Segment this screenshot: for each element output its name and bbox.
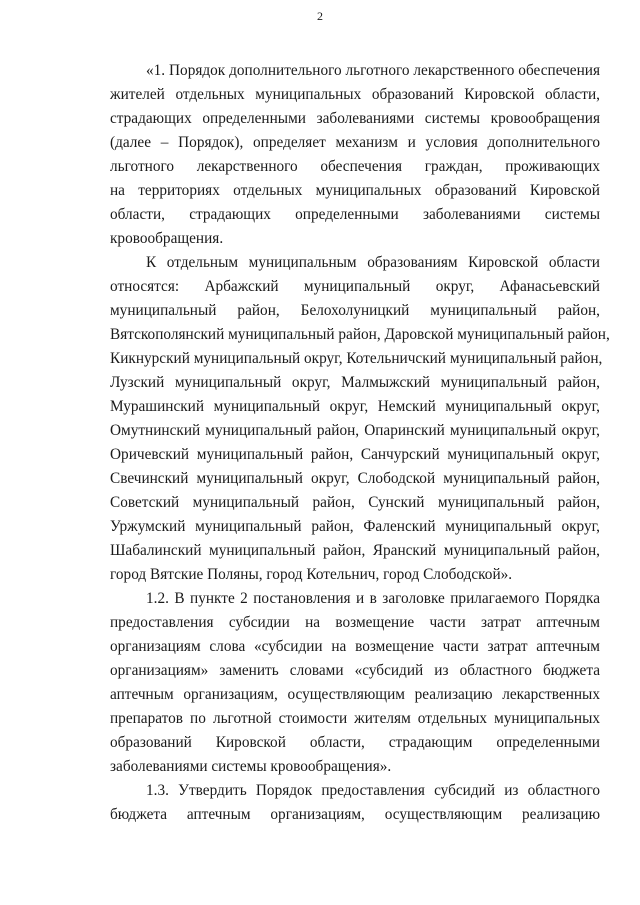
text-line: относятся: Арбажский муниципальный округ, Афанасьевский bbox=[110, 278, 600, 295]
text-line: К отдельным муниципальным образованиям Кировской области bbox=[146, 254, 600, 271]
text-line: кровообращения. bbox=[110, 230, 224, 247]
text-line: Свечинский муниципальный округ, Слободской муниципальный район, bbox=[110, 470, 600, 487]
text-line: Шабалинский муниципальный район, Яранский муниципальный район, bbox=[110, 542, 600, 559]
text-line: Мурашинский муниципальный округ, Немский муниципальный округ, bbox=[110, 398, 600, 415]
text-line: страдающих определенными заболеваниями системы кровообращения bbox=[110, 110, 600, 127]
text-line: Вятскополянский муниципальный район, Даровской муниципальный район, bbox=[110, 326, 610, 343]
text-line: предоставления субсидии на возмещение части затрат аптечным bbox=[110, 614, 600, 631]
text-line: льготного лекарственного обеспечения граждан, проживающих bbox=[110, 158, 600, 175]
text-line: Оричевский муниципальный район, Санчурский муниципальный округ, bbox=[110, 446, 600, 463]
text-line: 1.2. В пункте 2 постановления и в заголовке прилагаемого Порядка bbox=[146, 590, 600, 607]
text-line: город Вятские Поляны, город Котельнич, город Слободской». bbox=[110, 566, 513, 583]
text-line: «1. Порядок дополнительного льготного лекарственного обеспечения bbox=[146, 62, 600, 79]
text-line: (далее – Порядок), определяет механизм и условия дополнительного bbox=[110, 134, 600, 151]
text-line: аптечным организациям, осуществляющим реализацию лекарственных bbox=[110, 686, 600, 703]
text-line: заболеваниями системы кровообращения». bbox=[110, 758, 392, 775]
text-line: 1.3. Утвердить Порядок предоставления субсидий из областного bbox=[146, 782, 600, 799]
text-line: области, страдающих определенными заболеваниями системы bbox=[110, 206, 600, 223]
text-line: Советский муниципальный район, Сунский муниципальный район, bbox=[110, 494, 600, 511]
text-line: организациям» заменить словами «субсидий из областного бюджета bbox=[110, 662, 600, 679]
text-line: образований Кировской области, страдающим определенными bbox=[110, 734, 600, 751]
text-line: на территориях отдельных муниципальных образований Кировской bbox=[110, 182, 600, 199]
text-line: муниципальный район, Белохолуницкий муниципальный район, bbox=[110, 302, 600, 319]
text-line: препаратов по льготной стоимости жителям отдельных муниципальных bbox=[110, 710, 600, 727]
text-line: жителей отдельных муниципальных образований Кировской области, bbox=[110, 86, 600, 103]
text-line: организациям слова «субсидии на возмещение части затрат аптечным bbox=[110, 638, 600, 655]
text-line: Уржумский муниципальный район, Фаленский муниципальный округ, bbox=[110, 518, 600, 535]
page-number: 2 bbox=[317, 9, 323, 23]
text-line: Омутнинский муниципальный район, Опаринский муниципальный округ, bbox=[110, 422, 600, 439]
text-line: бюджета аптечным организациям, осуществляющим реализацию bbox=[110, 806, 600, 823]
text-line: Лузский муниципальный округ, Малмыжский муниципальный район, bbox=[110, 374, 600, 391]
text-line: Кикнурский муниципальный округ, Котельничский муниципальный район, bbox=[110, 350, 603, 367]
